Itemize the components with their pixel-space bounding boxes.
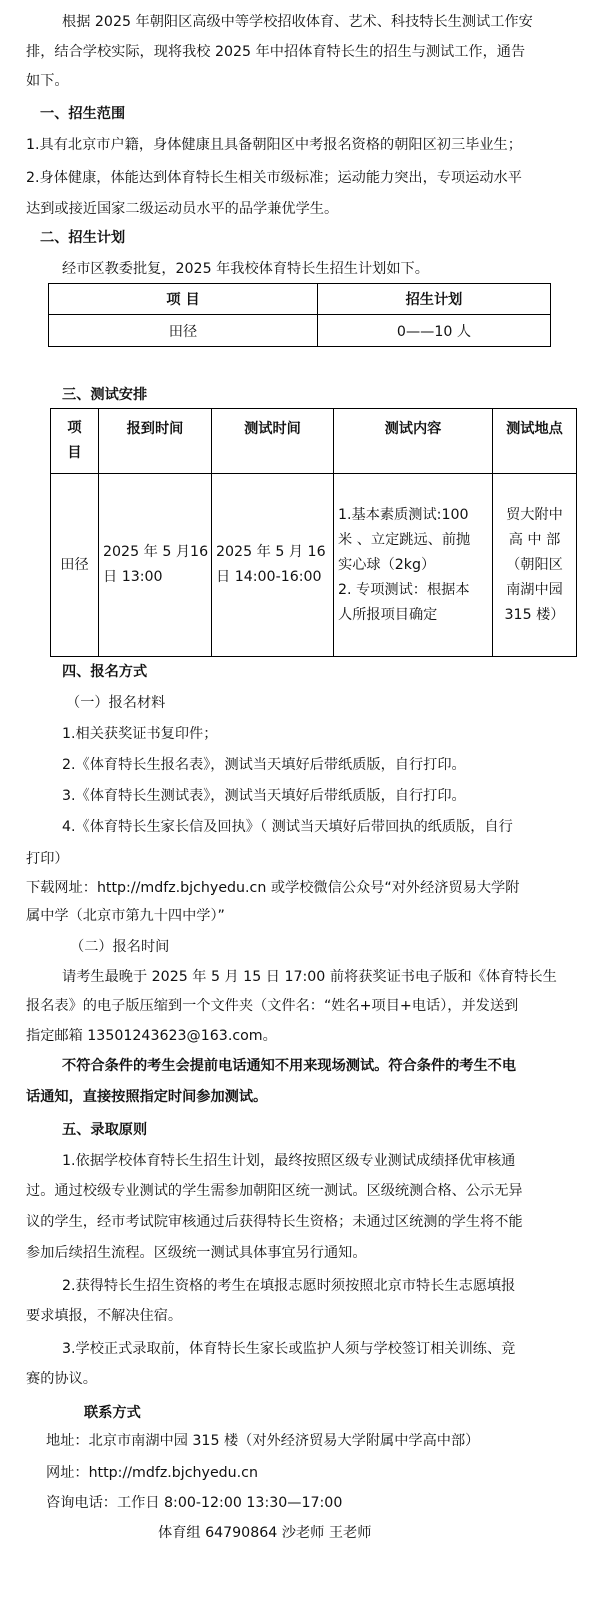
location-line-5: 315 楼）	[504, 606, 565, 623]
location-line-2: 高 中 部	[508, 531, 561, 548]
section1-heading: 一、招生范围	[40, 106, 126, 122]
section2-heading: 二、招生计划	[40, 230, 126, 246]
table-header: 报到时间	[99, 409, 212, 474]
table-cell-location	[493, 474, 577, 657]
material-2: 2.《体育特长生报名表》，测试当天填好后带纸质版，自行打印。	[62, 757, 466, 773]
download-line-2: 属中学（北京市第九十四中学）”	[26, 908, 225, 924]
p1-line-3: 议的学生，经市考试院审核通过后获得特长生资格；未通过区统测的学生将不能	[26, 1214, 523, 1230]
material-4a: 4.《体育特长生家长信及回执》（ 测试当天填好后带回执的纸质版，自行	[62, 819, 513, 835]
notice-line-2: 话通知，直接按照指定时间参加测试。	[26, 1089, 268, 1105]
notice-line-1: 不符合条件的考生会提前电话通知不用来现场测试。符合条件的考生不电	[62, 1058, 517, 1074]
time-line-3: 指定邮箱 13501243623@163.com。	[26, 1028, 277, 1044]
contact-phone-hours: 咨询电话：工作日 8:00-12:00 13:30—17:00	[46, 1495, 343, 1511]
table-cell: 田径	[49, 315, 318, 347]
contact-address: 地址：北京市南湖中园 315 楼（对外经济贸易大学附属中学高中部）	[46, 1433, 480, 1449]
table-header: 测试地点	[493, 409, 577, 474]
section5-heading: 五、录取原则	[62, 1122, 148, 1138]
test-time-line-1: 2025 年 5 月 16	[216, 544, 326, 560]
location-line-1: 贸大附中	[506, 506, 563, 523]
intro-line-2: 排，结合学校实际，现将我校 2025 年中招体育特长生的招生与测试工作，通告	[26, 44, 526, 60]
content-line-4: 2. 专项测试：根据本	[338, 581, 470, 598]
intro-line-3: 如下。	[26, 73, 69, 89]
material-4b: 打印）	[26, 851, 69, 867]
section1-item-1: 1.具有北京市户籍，身体健康且具备朝阳区中考报名资格的朝阳区初三毕业生；	[26, 137, 522, 153]
download-line-1: 下载网址：http://mdfz.bjchyedu.cn 或学校微信公众号“对外经济贸易大学附	[26, 880, 520, 896]
table-header: 测试时间	[212, 409, 334, 474]
enrollment-plan-table	[48, 283, 551, 347]
table-cell-checkin	[99, 474, 212, 657]
time-line-1: 请考生最晚于 2025 年 5 月 15 日 17:00 前将获奖证书电子版和《体育特长生	[62, 969, 557, 985]
p3-line-2: 赛的协议。	[26, 1371, 97, 1387]
test-schedule-table	[50, 408, 577, 657]
section1-item-2b: 达到或接近国家二级运动员水平的品学兼优学生。	[26, 201, 339, 217]
table-cell: 0——10 人	[318, 315, 551, 347]
p2-line-2: 要求填报，不解决住宿。	[26, 1308, 183, 1324]
content-line-1: 1.基本素质测试:100	[338, 506, 469, 523]
p1-line-2: 过。通过校级专业测试的学生需参加朝阳区统一测试。区级统测合格、公示无异	[26, 1183, 523, 1199]
header-project-b: 目	[67, 445, 82, 461]
p3-line-1: 3.学校正式录取前，体育特长生家长或监护人须与学校签订相关训练、竞	[62, 1341, 516, 1357]
section1-item-2a: 2.身体健康，体能达到体育特长生相关市级标准；运动能力突出，专项运动水平	[26, 170, 522, 186]
table-header: 项 目	[49, 284, 318, 315]
section3-heading: 三、测试安排	[62, 387, 148, 403]
section4-sub2: （二）报名时间	[70, 939, 170, 955]
section4-sub1: （一）报名材料	[66, 695, 166, 711]
section2-text: 经市区教委批复，2025 年我校体育特长生招生计划如下。	[62, 261, 429, 277]
content-line-2: 米 、立定跳远、前抛	[338, 531, 471, 548]
checkin-line-2: 日 13:00	[103, 569, 163, 585]
header-project-a: 项	[67, 420, 82, 436]
p1-line-1: 1.依据学校体育特长生招生计划，最终按照区级专业测试成绩择优审核通	[62, 1153, 516, 1169]
p2-line-1: 2.获得特长生招生资格的考生在填报志愿时须按照北京市特长生志愿填报	[62, 1278, 516, 1294]
material-3: 3.《体育特长生测试表》，测试当天填好后带纸质版，自行打印。	[62, 788, 466, 804]
material-1: 1.相关获奖证书复印件；	[62, 726, 218, 742]
checkin-line-1: 2025 年 5 月16	[103, 544, 209, 560]
time-line-2: 报名表》的电子版压缩到一个文件夹（文件名：“姓名+项目+电话），并发送到	[26, 998, 519, 1014]
table-header: 招生计划	[318, 284, 551, 315]
content-line-3: 实心球（2kg）	[338, 556, 436, 573]
table-cell-project: 田径	[51, 474, 99, 657]
intro-line-1: 根据 2025 年朝阳区高级中等学校招收体育、艺术、科技特长生测试工作安	[62, 14, 533, 30]
test-time-line-2: 日 14:00-16:00	[216, 569, 322, 585]
contact-dept: 体育组 64790864 沙老师 王老师	[158, 1525, 372, 1541]
contact-website: 网址：http://mdfz.bjchyedu.cn	[46, 1465, 258, 1481]
content-line-5: 人所报项目确定	[338, 606, 438, 623]
section4-heading: 四、报名方式	[62, 664, 148, 680]
table-cell-test-time	[212, 474, 334, 657]
contact-heading: 联系方式	[84, 1405, 141, 1421]
table-cell-content	[334, 474, 493, 657]
location-line-4: 南湖中园	[506, 581, 563, 598]
table-header: 测试内容	[334, 409, 493, 474]
table-header	[51, 409, 99, 474]
p1-line-4: 参加后续招生流程。区级统一测试具体事宜另行通知。	[26, 1245, 367, 1261]
location-line-3: （朝阳区	[506, 556, 563, 573]
